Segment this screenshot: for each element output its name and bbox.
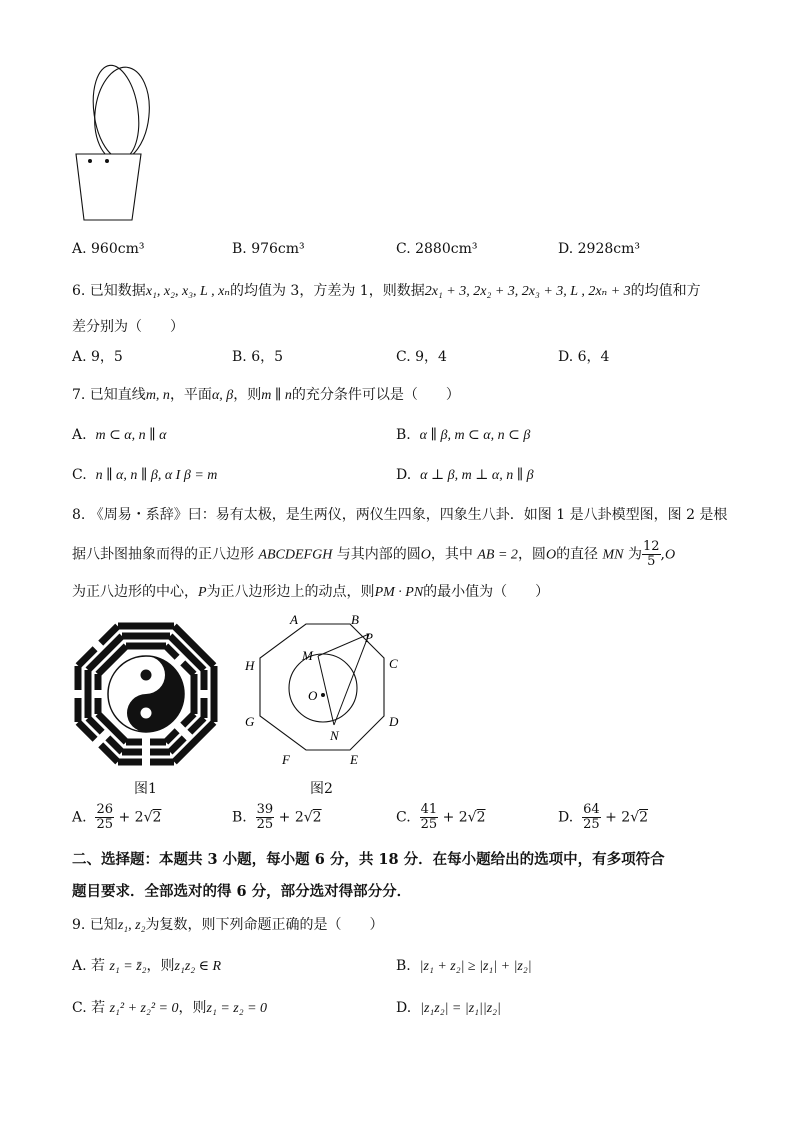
label-D: D	[389, 714, 399, 729]
q5-option-b: B. 976cm³	[232, 241, 305, 257]
q8-option-a: A. $\frac{26}{25}$ + 2√2	[72, 802, 162, 832]
taiji-symbol	[108, 656, 184, 732]
q9-option-d: D. |z₁z₂| = |z₁||z₂|	[396, 1000, 501, 1016]
label-H: H	[245, 658, 255, 673]
bag-handle-left	[88, 64, 145, 162]
q6-option-a: A. 9，5	[72, 349, 123, 365]
label-A: A	[290, 612, 298, 627]
q9-option-a: A. 若 z₁ = z̄₂，则z₁z₂ ∈ R	[72, 958, 222, 974]
q5-option-d: D. 2928cm³	[558, 241, 640, 257]
q6-option-c: C. 9，4	[396, 349, 447, 365]
q5-option-a: A. 960cm³	[72, 241, 145, 257]
trigram	[75, 666, 102, 722]
label-B: B	[351, 612, 359, 627]
q5-option-c: C. 2880cm³	[396, 241, 478, 257]
label-G: G	[245, 714, 255, 729]
figure2-caption: 图2	[310, 781, 333, 797]
octagon-figure	[238, 612, 418, 772]
label-P: P	[365, 630, 373, 645]
q7-stem: 7. 已知直线m, n，平面α, β，则m ∥ n的充分条件可以是（ ）	[72, 387, 460, 403]
q8-fraction: $\frac{12}{5}$	[642, 539, 660, 569]
q8-stem-line2: 据八卦图抽象而得的正八边形 ABCDEFGH 与其内部的圆O，其中 AB = 2，圆O的直径 MN 为 $\frac{12}{5}$ ,O	[72, 539, 676, 569]
center-O-dot	[321, 693, 325, 697]
trigram	[118, 623, 174, 650]
bag-hole-left	[88, 159, 92, 163]
q6-stem-line2: 差分别为（ ）	[72, 319, 184, 335]
q9-option-b: B. |z₁ + z₂| ≥ |z₁| + |z₂|	[396, 958, 532, 974]
q7-option-d: D. α ⊥ β, m ⊥ α, n ∥ β	[396, 467, 534, 483]
q7-option-c: C. n ∥ α, n ∥ β, α I β = m	[72, 467, 218, 483]
trigram	[118, 739, 174, 766]
section2-heading-line1: 二、选择题：本题共 3 小题，每小题 6 分，共 18 分．在每小题给出的选项中，有多项符合	[72, 851, 665, 868]
q8-stem-line3: 为正八边形的中心，P为正八边形边上的动点，则PM · PN的最小值为（ ）	[72, 584, 550, 600]
label-F: F	[282, 752, 290, 767]
label-O: O	[308, 688, 318, 703]
q9-option-c: C. 若 z₁² + z₂² = 0，则z₁ = z₂ = 0	[72, 1000, 268, 1016]
q8-option-b: B. $\frac{39}{25}$ + 2√2	[232, 802, 322, 832]
label-E: E	[350, 752, 358, 767]
q8-stem-line1: 8. 《周易・系辞》曰：易有太极，是生两仪，两仪生四象，四象生八卦．如图 1 是八卦模型图，图 2 是根	[72, 507, 728, 523]
label-C: C	[389, 656, 398, 671]
q8-option-c: C. $\frac{41}{25}$ + 2√2	[396, 802, 486, 832]
figure1-caption: 图1	[134, 781, 157, 797]
paper-bag-figure	[70, 64, 160, 224]
q6-option-b: B. 6，5	[232, 349, 284, 365]
bag-body	[76, 154, 141, 220]
bagua-figure	[70, 618, 222, 770]
segment-PN	[334, 634, 369, 725]
diameter-MN	[318, 656, 334, 725]
q8-option-d: D. $\frac{64}{25}$ + 2√2	[558, 802, 649, 832]
q7-option-b: B. α ∥ β, m ⊂ α, n ⊂ β	[396, 427, 531, 443]
bag-hole-right	[105, 159, 109, 163]
q6-option-d: D. 6，4	[558, 349, 610, 365]
label-N: N	[330, 728, 339, 743]
trigram	[191, 666, 218, 722]
section2-heading-line2: 题目要求．全部选对的得 6 分，部分选对得部分分．	[72, 883, 412, 900]
q6-stem-line1: 6. 已知数据x₁, x₂, x₃, L , xₙ的均值为 3，方差为 1，则数据2x₁ + 3, 2x₂ + 3, 2x₃ + 3, L , 2xₙ + 3的均值和方	[72, 283, 701, 299]
bag-handle-right	[90, 64, 154, 163]
q7-option-a: A. m ⊂ α, n ∥ α	[72, 427, 167, 443]
q9-stem: 9. 已知z₁, z₂为复数，则下列命题正确的是（ ）	[72, 917, 384, 933]
inner-circle	[289, 654, 357, 722]
label-M: M	[302, 648, 313, 663]
